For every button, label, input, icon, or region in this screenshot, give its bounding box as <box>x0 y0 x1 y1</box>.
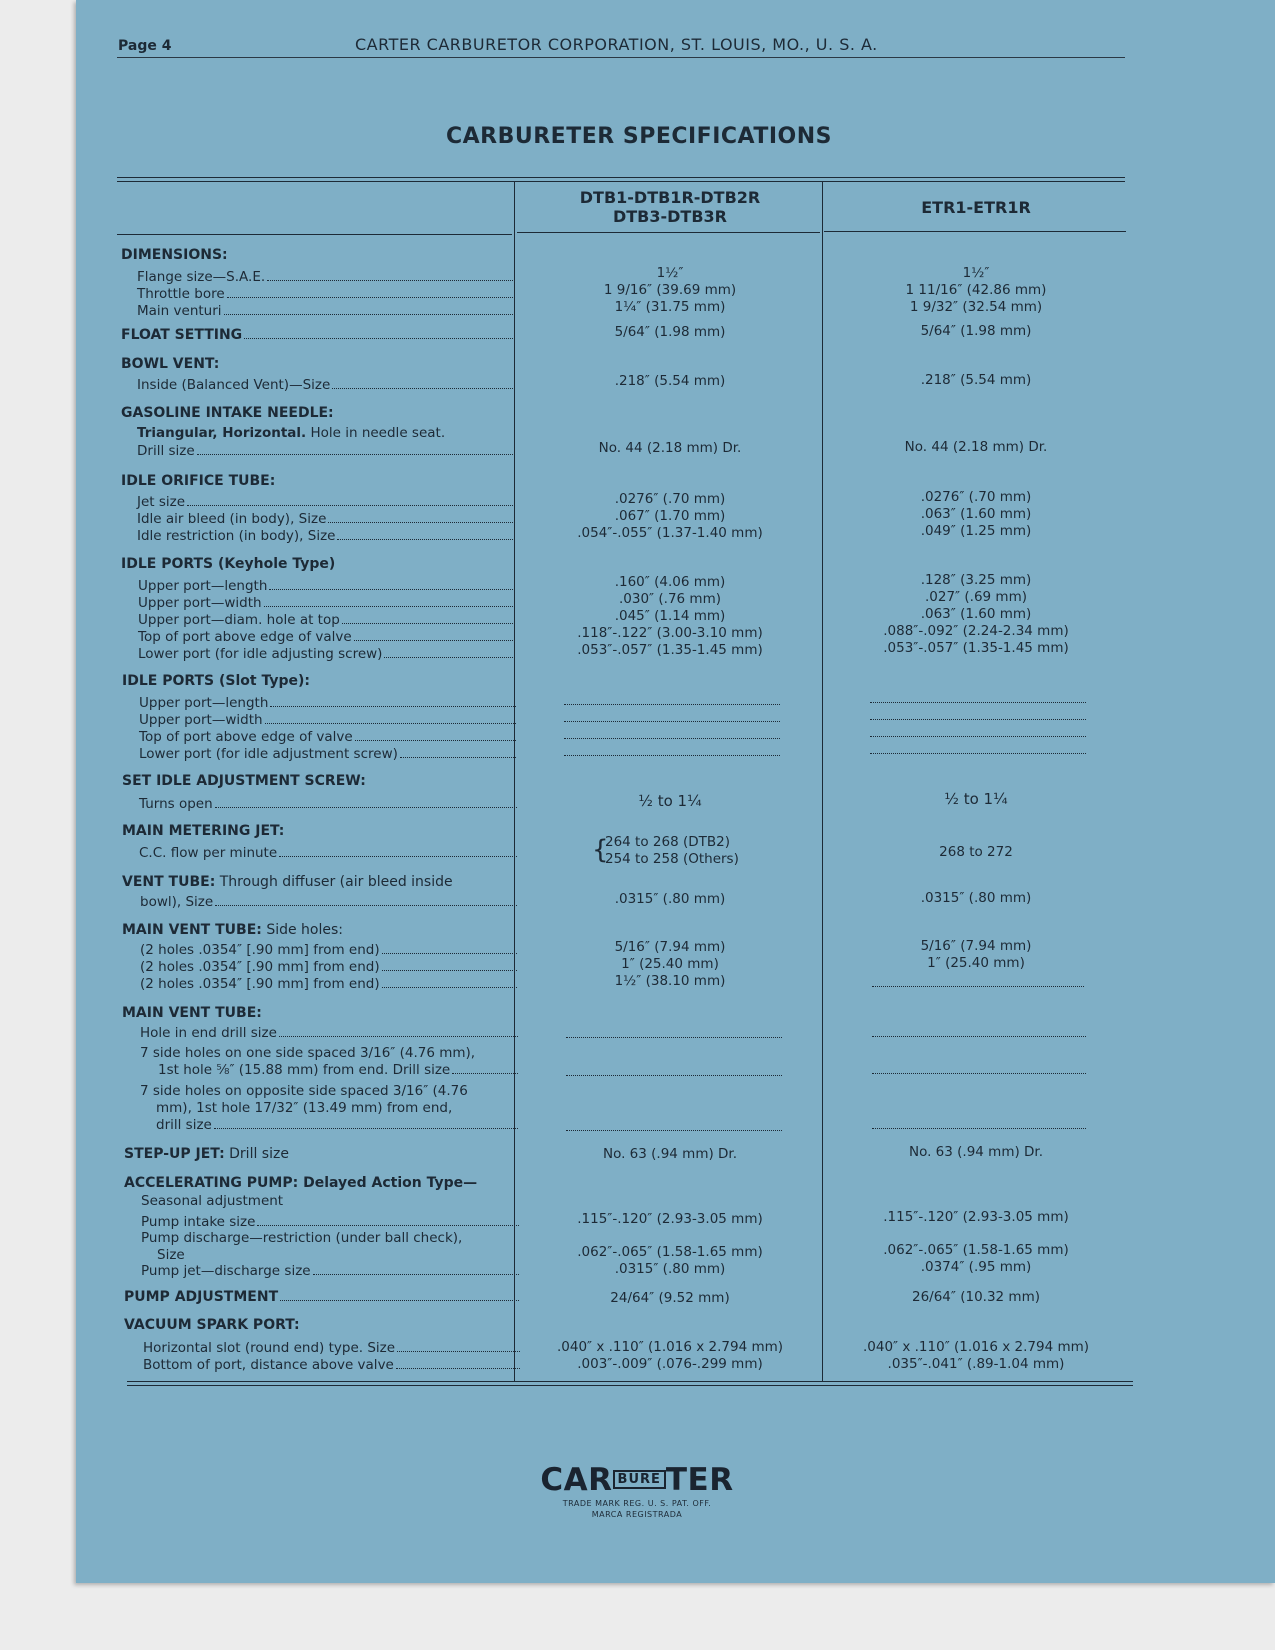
etr-keyhole-lower-port: .053″-.057″ (1.35-1.45 mm) <box>883 640 1069 656</box>
label-cc-flow: C.C. flow per minute <box>139 845 517 861</box>
label-side-holes-one-side: 7 side holes on one side spaced 3/16″ (4.76 mm), <box>140 1045 476 1061</box>
column-header-etr: ETR1-ETR1R <box>921 198 1031 217</box>
etr-pump-intake: .115″-.120″ (2.93-3.05 mm) <box>883 1209 1069 1225</box>
label-side-holes-one-side-drill: 1st hole ⅝″ (15.88 mm) from end. Drill size <box>158 1062 518 1078</box>
table-bottom-rule <box>127 1381 1133 1382</box>
etr-keyhole-top-of-port: .088″-.092″ (2.24-2.34 mm) <box>883 623 1069 639</box>
dtb-keyhole-top-of-port: .118″-.122″ (3.00-3.10 mm) <box>577 625 763 641</box>
label-vent-tube-size: bowl), Size <box>140 894 517 910</box>
label-throttle-bore: Throttle bore <box>137 286 515 302</box>
etr-jet-size: .0276″ (.70 mm) <box>920 489 1032 505</box>
label-pump-intake: Pump intake size <box>141 1214 519 1230</box>
dtb-opposite-blank <box>566 1130 782 1131</box>
etr-main-venturi: 1 9/32″ (32.54 mm) <box>909 299 1043 315</box>
dtb-pump-adjustment: 24/64″ (9.52 mm) <box>610 1290 730 1306</box>
etr-one-side-blank <box>872 1073 1086 1074</box>
etr-horizontal-slot: .040″ x .110″ (1.016 x 2.794 mm) <box>862 1339 1090 1355</box>
etr-keyhole-upper-length: .128″ (3.25 mm) <box>920 572 1032 588</box>
dtb-pump-intake: .115″-.120″ (2.93-3.05 mm) <box>577 1211 763 1227</box>
column-divider-1 <box>514 181 515 1381</box>
label-bottom-of-port: Bottom of port, distance above valve <box>143 1357 520 1373</box>
carbureter-logo: CAR BURE TER TRADE MARK REG. U. S. PAT. OFF. MARCA REGISTRADA <box>540 1462 734 1519</box>
dtb-jet-size: .0276″ (.70 mm) <box>614 491 726 507</box>
section-vent-tube: VENT TUBE: Through diffuser (air bleed inside <box>122 874 453 890</box>
label-needle-drill-size: Drill size <box>137 443 515 459</box>
label-slot-upper-width: Upper port—width <box>139 712 516 728</box>
dtb-slot-blank <box>564 704 780 705</box>
etr-turns-open: ½ to 1¼ <box>944 790 1008 808</box>
etr-idle-air-bleed: .063″ (1.60 mm) <box>920 506 1032 522</box>
section-gasoline-intake-needle: GASOLINE INTAKE NEEDLE: <box>121 405 334 421</box>
label-keyhole-diam-hole: Upper port—diam. hole at top <box>138 612 515 628</box>
etr-opposite-blank <box>872 1128 1086 1129</box>
section-vacuum-spark-port: VACUUM SPARK PORT: <box>124 1317 300 1333</box>
label-keyhole-lower-port: Lower port (for idle adjusting screw) <box>138 646 515 662</box>
etr-side-holes-blank <box>872 986 1084 987</box>
table-bottom-rule-2 <box>127 1385 1133 1386</box>
section-main-metering-jet: MAIN METERING JET: <box>122 823 285 839</box>
label-side-holes-opposite-drill: drill size <box>156 1117 518 1133</box>
etr-pump-jet: .0374″ (.95 mm) <box>920 1259 1032 1275</box>
etr-bottom-of-port: .035″-.041″ (.89-1.04 mm) <box>887 1356 1065 1372</box>
dtb-pump-jet: .0315″ (.80 mm) <box>614 1261 726 1277</box>
section-pump-adjustment: PUMP ADJUSTMENT <box>124 1289 519 1305</box>
header-bottom-rule-right <box>824 231 1126 232</box>
dtb-idle-restriction: .054″-.055″ (1.37-1.40 mm) <box>577 525 763 541</box>
dtb-keyhole-lower-port: .053″-.057″ (1.35-1.45 mm) <box>577 642 763 658</box>
header-bottom-rule-left <box>117 234 512 235</box>
label-slot-upper-length: Upper port—length <box>139 695 516 711</box>
table-top-rule <box>117 177 1125 178</box>
etr-side-holes-2: 1″ (25.40 mm) <box>927 955 1025 971</box>
etr-idle-restriction: .049″ (1.25 mm) <box>920 523 1032 539</box>
dtb-pump-discharge: .062″-.065″ (1.58-1.65 mm) <box>577 1244 763 1260</box>
label-idle-air-bleed: Idle air bleed (in body), Size <box>137 511 515 527</box>
needle-description: Triangular, Horizontal. Hole in needle seat. <box>137 425 446 441</box>
column-divider-2 <box>822 181 823 1381</box>
label-slot-top-of-port: Top of port above edge of valve <box>139 729 516 745</box>
label-side-holes-2: (2 holes .0354″ [.90 mm] from end) <box>140 959 517 975</box>
page-title: CARBURETER SPECIFICATIONS <box>446 124 833 149</box>
dtb-needle-drill: No. 44 (2.18 mm) Dr. <box>598 440 742 456</box>
dtb-keyhole-upper-width: .030″ (.76 mm) <box>619 591 721 607</box>
etr-pump-discharge: .062″-.065″ (1.58-1.65 mm) <box>883 1242 1069 1258</box>
dtb-slot-blank <box>564 721 780 722</box>
label-idle-restriction: Idle restriction (in body), Size <box>137 528 515 544</box>
label-bowl-vent-size: Inside (Balanced Vent)—Size <box>137 377 515 393</box>
label-slot-lower-port: Lower port (for idle adjustment screw) <box>139 746 516 762</box>
dtb-slot-blank <box>564 755 780 756</box>
label-side-holes-3: (2 holes .0354″ [.90 mm] from end) <box>140 976 517 992</box>
section-bowl-vent: BOWL VENT: <box>121 356 220 372</box>
company-header: CARTER CARBURETOR CORPORATION, ST. LOUIS, MO., U. S. A. <box>355 35 878 54</box>
etr-slot-blank <box>870 702 1086 703</box>
section-step-up-jet: STEP-UP JET: Drill size <box>124 1146 289 1162</box>
dtb-bottom-of-port: .003″-.009″ (.076-.299 mm) <box>577 1356 763 1372</box>
section-idle-ports-keyhole: IDLE PORTS (Keyhole Type) <box>121 556 336 572</box>
table-top-rule-2 <box>117 181 1125 182</box>
brace: { <box>592 835 609 865</box>
label-seasonal-adjustment: Seasonal adjustment <box>141 1193 284 1209</box>
dtb-side-holes-2: 1″ (25.40 mm) <box>621 956 719 972</box>
section-main-vent-tube-side: MAIN VENT TUBE: Side holes: <box>122 922 343 938</box>
label-keyhole-upper-width: Upper port—width <box>138 595 515 611</box>
label-jet-size: Jet size <box>137 494 515 510</box>
dtb-main-venturi: 1¼″ (31.75 mm) <box>614 299 726 315</box>
etr-throttle-bore: 1 11/16″ (42.86 mm) <box>905 282 1047 298</box>
dtb-side-holes-3: 1½″ (38.10 mm) <box>614 973 726 989</box>
section-dimensions: DIMENSIONS: <box>121 247 228 263</box>
etr-end-hole-blank <box>872 1036 1086 1037</box>
dtb-bowl-vent: .218″ (5.54 mm) <box>614 373 726 389</box>
section-set-idle-adjustment: SET IDLE ADJUSTMENT SCREW: <box>122 773 366 789</box>
label-hole-in-end: Hole in end drill size <box>140 1025 518 1041</box>
section-float-setting: FLOAT SETTING <box>121 327 515 343</box>
etr-keyhole-diam-hole: .063″ (1.60 mm) <box>920 606 1032 622</box>
etr-needle-drill: No. 44 (2.18 mm) Dr. <box>904 439 1048 455</box>
section-idle-ports-slot: IDLE PORTS (Slot Type): <box>122 673 311 689</box>
section-main-vent-tube-end: MAIN VENT TUBE: <box>122 1005 262 1021</box>
dtb-flange-size: 1½″ <box>656 265 684 281</box>
etr-bowl-vent: .218″ (5.54 mm) <box>920 372 1032 388</box>
label-turns-open: Turns open <box>139 796 517 812</box>
dtb-cc-flow: 264 to 268 (DTB2) 254 to 258 (Others) <box>605 834 739 867</box>
etr-side-holes-1: 5/16″ (7.94 mm) <box>920 938 1032 954</box>
etr-slot-blank <box>870 719 1086 720</box>
dtb-throttle-bore: 1 9/16″ (39.69 mm) <box>603 282 737 298</box>
etr-slot-blank <box>870 736 1086 737</box>
label-side-holes-opposite-2: mm), 1st hole 17/32″ (13.49 mm) from end, <box>156 1100 453 1116</box>
dtb-side-holes-1: 5/16″ (7.94 mm) <box>614 939 726 955</box>
dtb-slot-blank <box>564 738 780 739</box>
dtb-idle-air-bleed: .067″ (1.70 mm) <box>614 508 726 524</box>
etr-pump-adjustment: 26/64″ (10.32 mm) <box>911 1289 1040 1305</box>
label-keyhole-top-of-port: Top of port above edge of valve <box>138 629 515 645</box>
label-side-holes-1: (2 holes .0354″ [.90 mm] from end) <box>140 942 517 958</box>
dtb-one-side-blank <box>566 1075 782 1076</box>
label-flange-size: Flange size—S.A.E. <box>137 269 515 285</box>
section-idle-orifice-tube: IDLE ORIFICE TUBE: <box>121 473 276 489</box>
dtb-horizontal-slot: .040″ x .110″ (1.016 x 2.794 mm) <box>556 1339 784 1355</box>
column-header-dtb: DTB1-DTB1R-DTB2R DTB3-DTB3R <box>579 188 761 226</box>
etr-vent-tube: .0315″ (.80 mm) <box>920 890 1032 906</box>
etr-cc-flow: 268 to 272 <box>939 844 1013 860</box>
label-horizontal-slot: Horizontal slot (round end) type. Size <box>143 1340 520 1356</box>
label-pump-jet: Pump jet—discharge size <box>141 1263 519 1279</box>
dtb-keyhole-upper-length: .160″ (4.06 mm) <box>614 574 726 590</box>
page-number: Page 4 <box>118 38 172 54</box>
label-side-holes-opposite: 7 side holes on opposite side spaced 3/16″ (4.76 <box>140 1083 468 1099</box>
section-accelerating-pump: ACCELERATING PUMP: Delayed Action Type— <box>124 1175 478 1191</box>
etr-slot-blank <box>870 753 1086 754</box>
label-main-venturi: Main venturi <box>137 303 515 319</box>
label-pump-discharge-size: Size <box>157 1247 185 1263</box>
etr-float-setting: 5/64″ (1.98 mm) <box>920 323 1032 339</box>
dtb-vent-tube: .0315″ (.80 mm) <box>614 891 726 907</box>
etr-step-up-jet: No. 63 (.94 mm) Dr. <box>908 1144 1044 1160</box>
label-pump-discharge: Pump discharge—restriction (under ball check), <box>141 1230 463 1246</box>
etr-keyhole-upper-width: .027″ (.69 mm) <box>925 589 1027 605</box>
etr-flange-size: 1½″ <box>962 265 990 281</box>
dtb-end-hole-blank <box>566 1037 782 1038</box>
dtb-keyhole-diam-hole: .045″ (1.14 mm) <box>614 608 726 624</box>
dtb-float-setting: 5/64″ (1.98 mm) <box>614 324 726 340</box>
dtb-step-up-jet: No. 63 (.94 mm) Dr. <box>602 1146 738 1162</box>
header-rule <box>117 57 1125 58</box>
header-bottom-rule-mid <box>517 232 820 233</box>
dtb-turns-open: ½ to 1¼ <box>638 792 702 810</box>
label-keyhole-upper-length: Upper port—length <box>138 578 515 594</box>
